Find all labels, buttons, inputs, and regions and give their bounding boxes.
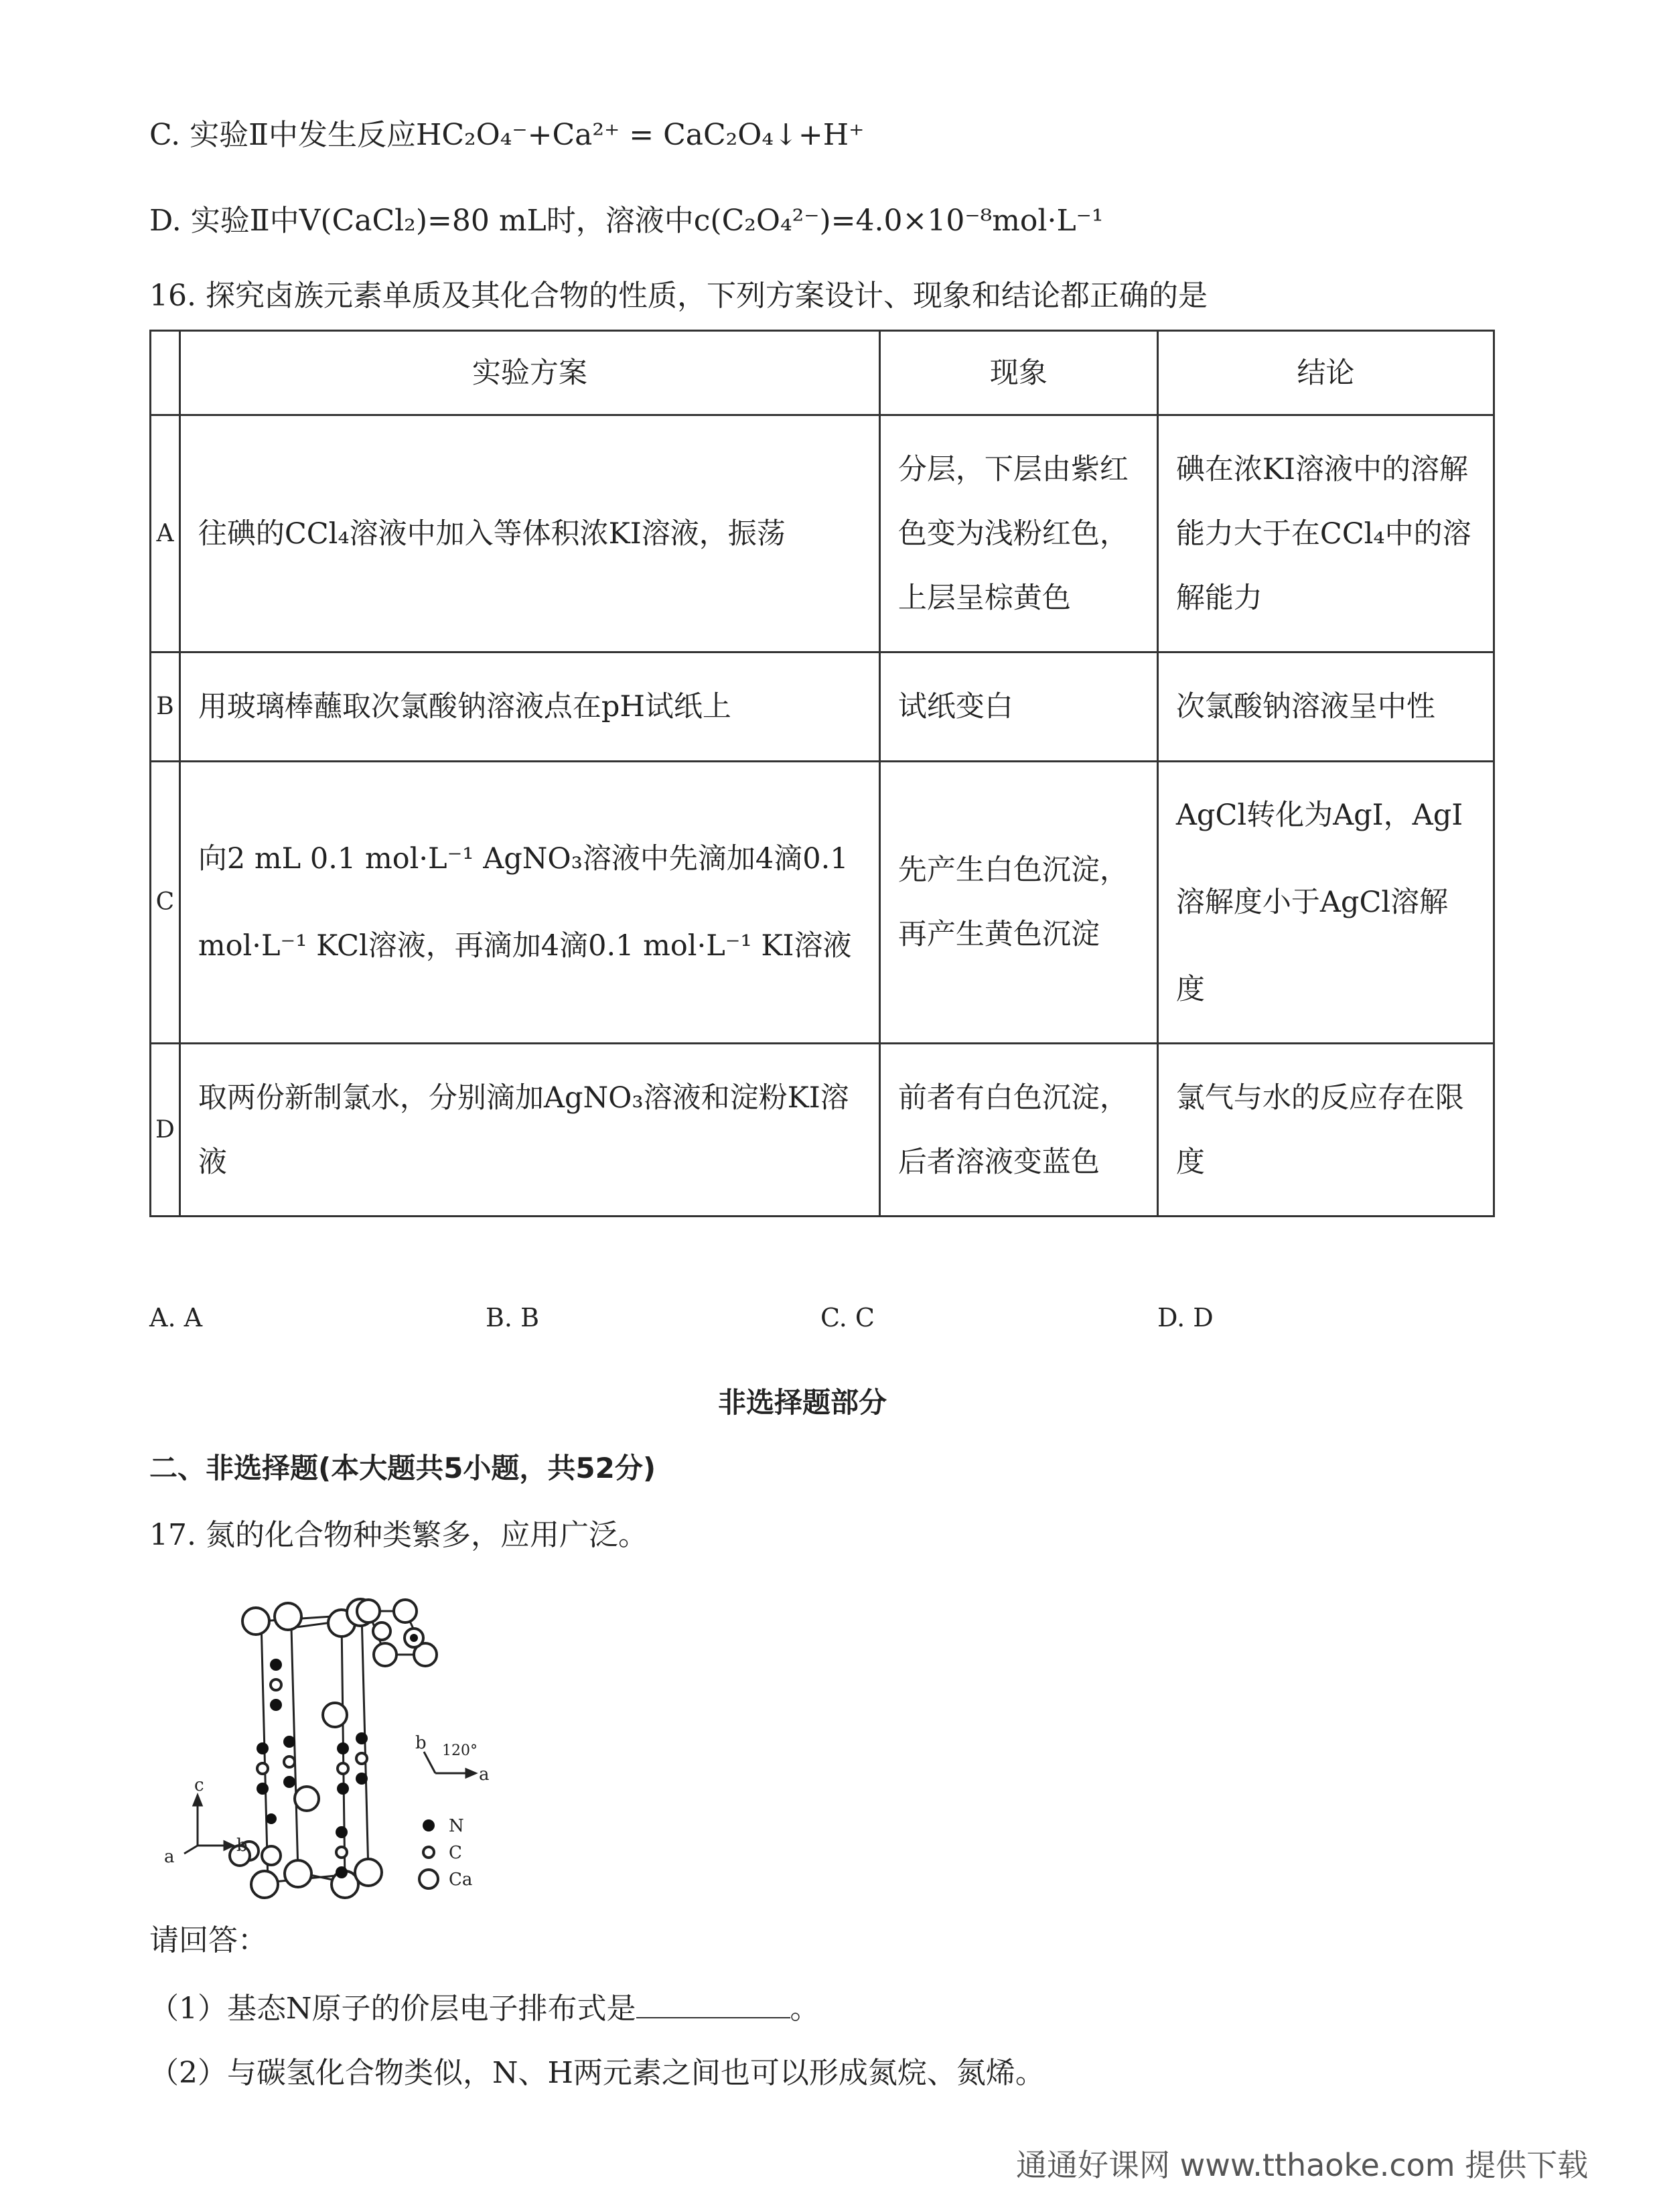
axis-label-a: a: [164, 1847, 175, 1867]
top-axis-b: b: [415, 1733, 427, 1753]
watermark: 通通好课网 www.tthaoke.com 提供下载: [1016, 2147, 1589, 2183]
row-conclusion: 碘在浓KI溶液中的溶解能力大于在CCl₄中的溶解能力: [1157, 415, 1494, 652]
answer-blank[interactable]: [636, 1990, 790, 2018]
question-17-stem: 17. 氮的化合物种类繁多，应用广泛。: [149, 1518, 648, 1552]
axis-label-c: c: [194, 1775, 204, 1795]
option-d: [149, 201, 1104, 241]
question-16-stem: 16. 探究卤族元素单质及其化合物的性质，下列方案设计、现象和结论都正确的是: [149, 279, 1208, 313]
legend-n: N: [449, 1816, 464, 1836]
option-text: 实验Ⅱ中V(CaCl₂)=80 mL时，溶液中c(C₂O₄²⁻)=4.0×10⁻⁸mol·L⁻¹: [190, 204, 1104, 238]
choice-b[interactable]: B. B: [486, 1303, 540, 1332]
section-title: 非选择题部分: [718, 1386, 887, 1419]
header-plan: 实验方案: [179, 331, 879, 415]
row-phenomenon: 试纸变白: [879, 652, 1157, 762]
row-plan: 往碘的CCl₄溶液中加入等体积浓KI溶液，振荡: [179, 415, 879, 652]
row-plan: 取两份新制氯水，分别滴加AgNO₃溶液和淀粉KI溶液: [179, 1044, 879, 1217]
row-label: C: [151, 762, 180, 1044]
section-heading: 二、非选择题(本大题共5小题，共52分): [149, 1452, 656, 1484]
option-label: D.: [149, 204, 182, 238]
row-plan: 向2 mL 0.1 mol·L⁻¹ AgNO₃溶液中先滴加4滴0.1 mol·L⁻¹ KCl溶液，再滴加4滴0.1 mol·L⁻¹ KI溶液: [179, 762, 879, 1044]
legend-c: C: [449, 1843, 462, 1863]
header-phenomenon: 现象: [879, 331, 1157, 415]
angle-label: 120°: [442, 1742, 478, 1759]
row-label: D: [151, 1044, 180, 1217]
choice-c[interactable]: C. C: [820, 1303, 875, 1332]
option-label: C.: [149, 118, 181, 152]
answer-prompt: 请回答：: [149, 1923, 267, 1957]
legend: [419, 1816, 472, 1890]
row-conclusion: 氯气与水的反应存在限度: [1157, 1044, 1494, 1217]
row-phenomenon: 前者有白色沉淀，后者溶液变蓝色: [879, 1044, 1157, 1217]
row-phenomenon: 分层，下层由紫红色变为浅粉红色，上层呈棕黄色: [879, 415, 1157, 652]
top-axis-a: a: [479, 1765, 490, 1785]
sub-question-2: （2）与碳氢化合物类似，N、H两元素之间也可以形成氮烷、氮烯。: [149, 2056, 1045, 2090]
row-label: A: [151, 415, 180, 652]
row-label: B: [151, 652, 180, 762]
row-plan: 用玻璃棒蘸取次氯酸钠溶液点在pH试纸上: [179, 652, 879, 762]
sub-question-text: （1）基态N原子的价层电子排布式是: [149, 1992, 636, 2026]
axis-label-b: b: [236, 1836, 248, 1856]
period: 。: [790, 1992, 820, 2026]
choice-a[interactable]: A. A: [149, 1303, 203, 1332]
option-c: [149, 115, 864, 155]
header-conclusion: 结论: [1157, 331, 1494, 415]
row-phenomenon: 先产生白色沉淀，再产生黄色沉淀: [879, 762, 1157, 1044]
legend-ca: Ca: [449, 1870, 473, 1890]
header-label: [151, 331, 180, 415]
row-conclusion: 次氯酸钠溶液呈中性: [1157, 652, 1494, 762]
option-text: 实验Ⅱ中发生反应HC₂O₄⁻+Ca²⁺ = CaC₂O₄↓+H⁺: [190, 118, 865, 152]
table-row: [151, 652, 1494, 762]
table-row: [151, 762, 1494, 1044]
table-row: [151, 415, 1494, 652]
table-header: [151, 331, 1494, 415]
crystal-structure-figure: [147, 1584, 549, 1899]
row-conclusion: AgCl转化为AgI，AgI溶解度小于AgCl溶解度: [1157, 762, 1494, 1044]
experiment-table: [149, 330, 1495, 1217]
table-row: [151, 1044, 1494, 1217]
sub-question-1: [149, 1989, 820, 2029]
choice-d[interactable]: D. D: [1157, 1303, 1214, 1332]
